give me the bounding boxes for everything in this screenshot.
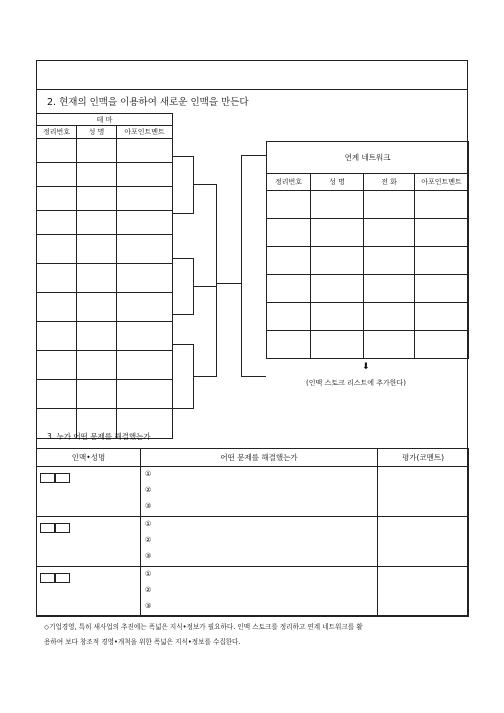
bracket-line xyxy=(172,213,194,214)
network-table-cell[interactable] xyxy=(415,331,469,359)
bracket-line xyxy=(241,376,266,377)
contact-name-cell[interactable] xyxy=(37,567,141,617)
network-header-cell: 전 화 xyxy=(364,174,415,191)
network-table-cell[interactable] xyxy=(311,275,364,303)
name-box[interactable] xyxy=(40,523,55,533)
bracket-line xyxy=(241,155,266,156)
left-table-cell[interactable] xyxy=(117,351,173,380)
network-table-cell[interactable] xyxy=(267,303,311,331)
left-table-cell[interactable] xyxy=(117,211,173,235)
item-marker: ① xyxy=(145,570,152,578)
left-table-row xyxy=(37,351,173,380)
section3-title: 3. 누가 어떤 문제를 해결했는가 xyxy=(47,432,151,441)
left-table-row xyxy=(37,163,173,187)
bracket-line xyxy=(193,376,217,377)
left-table-cell[interactable] xyxy=(77,139,117,163)
network-table-cell[interactable] xyxy=(267,275,311,303)
item-marker: ③ xyxy=(145,502,152,510)
left-table-cell[interactable] xyxy=(37,139,77,163)
item-marker: ① xyxy=(145,470,152,478)
left-table-row xyxy=(37,380,173,409)
network-table-cell[interactable] xyxy=(364,191,415,219)
linked-network-table xyxy=(266,141,469,359)
left-header-cell: 아포인트멘트 xyxy=(117,126,173,139)
bracket-line xyxy=(172,258,194,259)
bracket-trunk xyxy=(216,184,217,377)
left-table-cell[interactable] xyxy=(37,235,77,264)
bracket-line xyxy=(193,156,194,214)
left-table-cell[interactable] xyxy=(37,293,77,322)
problem-group-row xyxy=(37,567,469,617)
left-table-cell[interactable] xyxy=(117,235,173,264)
left-table-cell[interactable] xyxy=(77,211,117,235)
left-table-cell[interactable] xyxy=(117,139,173,163)
contact-name-cell[interactable] xyxy=(37,467,141,517)
problem-group-row xyxy=(37,517,469,567)
left-contact-table xyxy=(36,113,173,439)
name-box[interactable] xyxy=(40,573,55,583)
item-marker: ② xyxy=(145,536,152,544)
left-table-cell[interactable] xyxy=(117,322,173,351)
left-table-cell[interactable] xyxy=(77,322,117,351)
left-table-cell[interactable] xyxy=(77,235,117,264)
bracket-line xyxy=(172,156,194,157)
left-table-cell[interactable] xyxy=(117,163,173,187)
problem-description-cell[interactable] xyxy=(141,517,378,567)
left-table-row xyxy=(37,139,173,163)
footer-line-2: 용하여 보다 창조적 경영•개척을 위한 폭넓은 지식•정보를 수집한다. xyxy=(44,638,241,646)
problem-group-row xyxy=(37,467,469,517)
problem-header-cell: 평가(코멘트) xyxy=(378,449,469,467)
network-table-cell[interactable] xyxy=(267,331,311,359)
name-box[interactable] xyxy=(55,473,70,483)
left-header-cell: 성 명 xyxy=(77,126,117,139)
item-marker: ② xyxy=(145,586,152,594)
item-marker: ③ xyxy=(145,552,152,560)
left-table-cell[interactable] xyxy=(77,264,117,293)
evaluation-cell[interactable] xyxy=(378,517,469,567)
bracket-line xyxy=(172,314,194,315)
name-box[interactable] xyxy=(40,473,55,483)
evaluation-cell[interactable] xyxy=(378,467,469,517)
add-to-list-note: (인맥 스토크 리스트에 추가한다) xyxy=(306,379,407,387)
left-table-row xyxy=(37,322,173,351)
bracket-line xyxy=(193,286,217,287)
network-table-cell[interactable] xyxy=(364,219,415,247)
left-table-row xyxy=(37,211,173,235)
network-table-cell[interactable] xyxy=(267,191,311,219)
network-table-cell[interactable] xyxy=(311,331,364,359)
theme-label: 테 마 xyxy=(37,114,173,126)
network-table-cell[interactable] xyxy=(415,275,469,303)
network-table-cell[interactable] xyxy=(415,219,469,247)
network-table-row xyxy=(267,247,469,275)
left-table-row xyxy=(37,264,173,293)
network-header-cell: 성 명 xyxy=(311,174,364,191)
network-table-cell[interactable] xyxy=(311,303,364,331)
left-table-cell[interactable] xyxy=(37,380,77,409)
left-table-cell[interactable] xyxy=(117,380,173,409)
left-table-cell[interactable] xyxy=(77,187,117,211)
left-table-cell[interactable] xyxy=(77,351,117,380)
network-table-cell[interactable] xyxy=(267,219,311,247)
left-table-cell[interactable] xyxy=(37,163,77,187)
left-table-cell[interactable] xyxy=(37,322,77,351)
network-table-title: 연계 네트워크 xyxy=(267,142,469,174)
left-table-cell[interactable] xyxy=(77,163,117,187)
evaluation-cell[interactable] xyxy=(378,567,469,617)
network-table-row xyxy=(267,303,469,331)
bracket-trunk xyxy=(241,155,242,376)
network-table-row xyxy=(267,219,469,247)
left-table-row xyxy=(37,235,173,264)
network-table-cell[interactable] xyxy=(415,303,469,331)
network-header-cell: 아포인트멘트 xyxy=(415,174,469,191)
left-table-cell[interactable] xyxy=(37,211,77,235)
footer-line-1: ◇기업경영, 특히 새사업의 추진에는 폭넓은 지식•정보가 필요하다. 인맥 스토크를 정리하고 연계 네트워크를 활 xyxy=(44,623,363,631)
problem-description-cell[interactable] xyxy=(141,567,378,617)
network-table-row xyxy=(267,275,469,303)
network-table-cell[interactable] xyxy=(311,247,364,275)
network-table-cell[interactable] xyxy=(364,303,415,331)
left-table-cell[interactable] xyxy=(37,187,77,211)
network-table-cell[interactable] xyxy=(267,247,311,275)
network-table-cell[interactable] xyxy=(364,275,415,303)
name-box[interactable] xyxy=(55,573,70,583)
bracket-line xyxy=(172,408,194,409)
item-marker: ③ xyxy=(145,602,152,610)
network-header-cell: 정리번호 xyxy=(267,174,311,191)
bracket-line xyxy=(193,184,217,185)
left-table-cell[interactable] xyxy=(37,351,77,380)
left-table-cell[interactable] xyxy=(37,264,77,293)
top-divider xyxy=(36,89,468,90)
left-table-cell[interactable] xyxy=(117,293,173,322)
network-table-row xyxy=(267,191,469,219)
left-header-cell: 정리번호 xyxy=(37,126,77,139)
left-table-cell[interactable] xyxy=(77,380,117,409)
down-arrow-icon: ⬇ xyxy=(362,362,370,372)
problem-header-cell: 인맥•성명 xyxy=(37,449,141,467)
name-box[interactable] xyxy=(55,523,70,533)
network-table-cell[interactable] xyxy=(364,247,415,275)
network-table-cell[interactable] xyxy=(415,247,469,275)
section2-title: 2. 현재의 인맥을 이용하여 새로운 인맥을 만든다 xyxy=(47,97,249,108)
left-table-cell[interactable] xyxy=(77,293,117,322)
left-table-cell[interactable] xyxy=(117,264,173,293)
bracket-line xyxy=(172,344,194,345)
problem-solver-table xyxy=(36,448,469,617)
network-table-cell[interactable] xyxy=(364,331,415,359)
network-table-cell[interactable] xyxy=(311,191,364,219)
left-table-cell[interactable] xyxy=(117,187,173,211)
left-table-row xyxy=(37,293,173,322)
contact-name-cell[interactable] xyxy=(37,517,141,567)
network-table-cell[interactable] xyxy=(311,219,364,247)
problem-description-cell[interactable] xyxy=(141,467,378,517)
network-table-cell[interactable] xyxy=(415,191,469,219)
bracket-line xyxy=(216,283,242,284)
problem-header-cell: 어떤 문제를 해결했는가 xyxy=(141,449,378,467)
item-marker: ② xyxy=(145,486,152,494)
network-table-row xyxy=(267,331,469,359)
left-table-row xyxy=(37,187,173,211)
item-marker: ① xyxy=(145,520,152,528)
